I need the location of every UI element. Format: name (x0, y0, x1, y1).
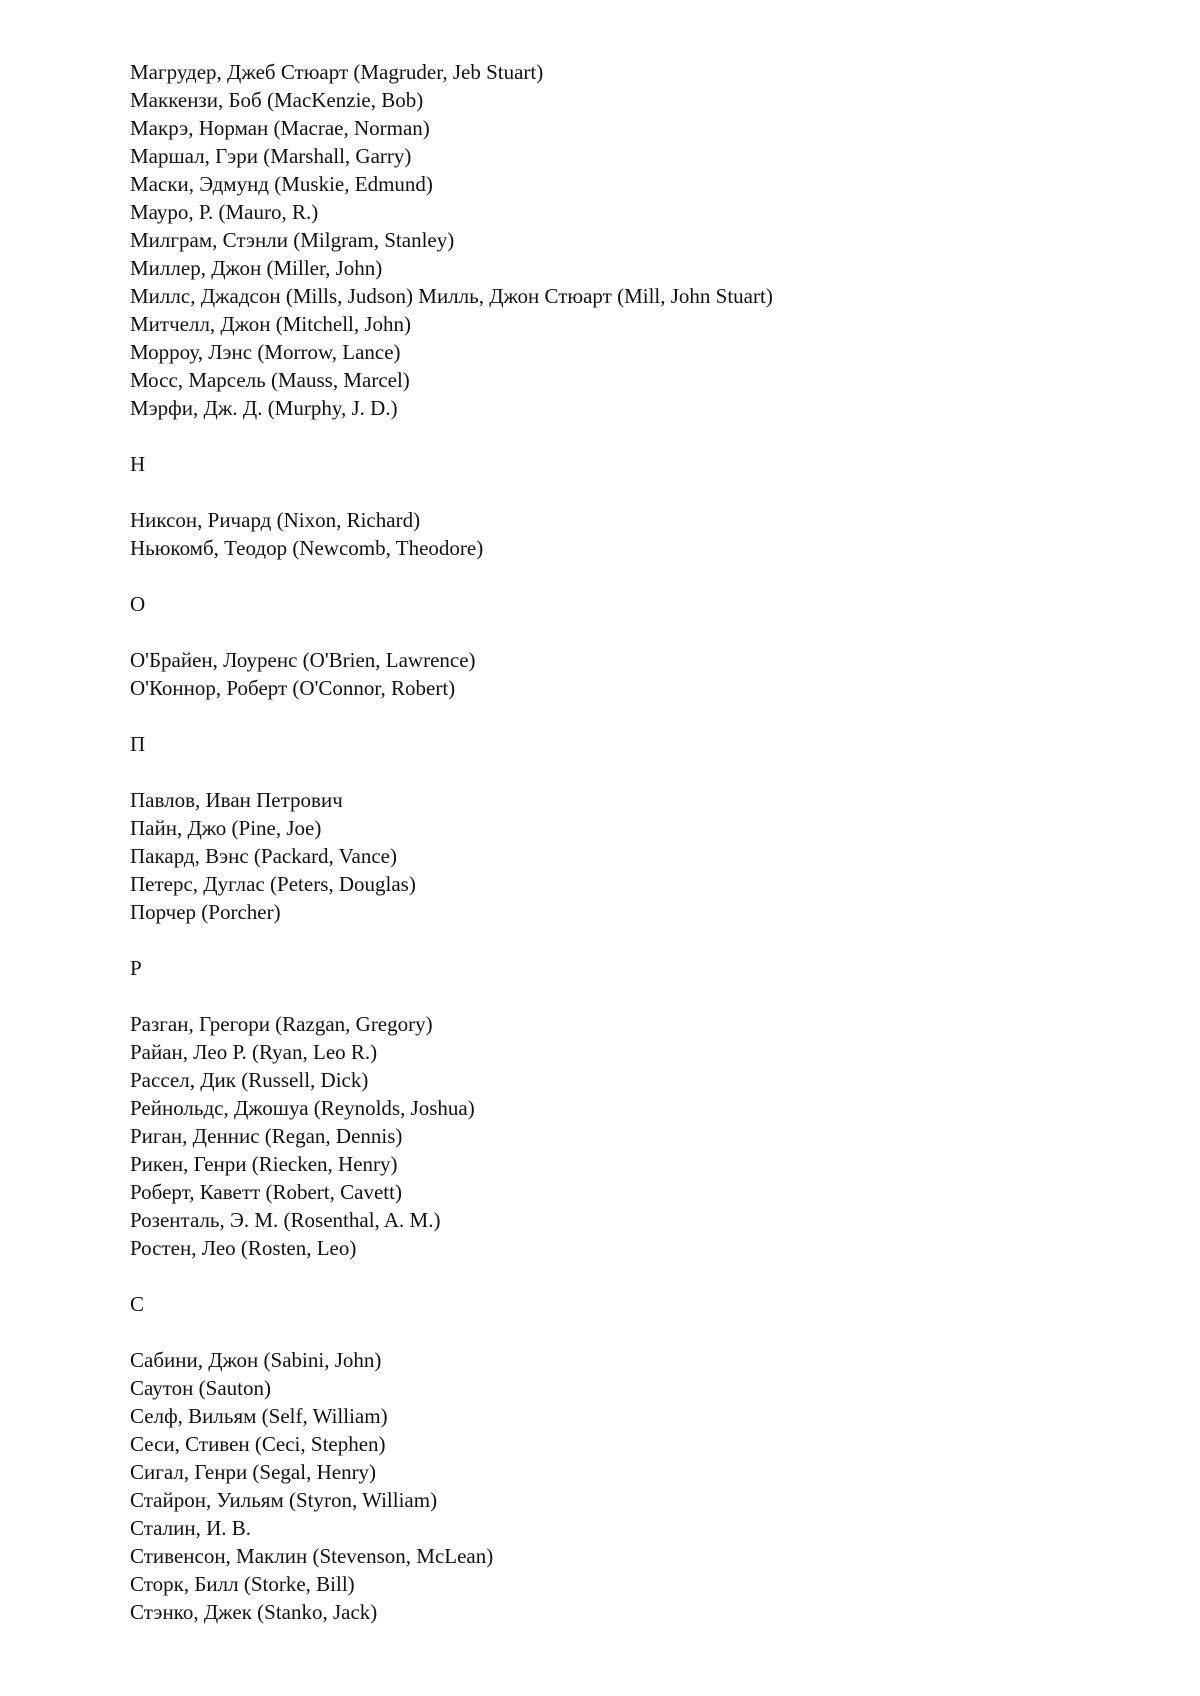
index-entry: Мосс, Марсель (Mauss, Marcel) (130, 368, 410, 392)
index-entry: Миллс, Джадсон (Mills, Judson) Милль, Джон Стюарт (Mill, John Stuart) (130, 284, 773, 308)
index-entry: Никсон, Ричард (Nixon, Richard) (130, 508, 421, 532)
index-group-r (130, 954, 1130, 1262)
index-entry: Маски, Эдмунд (Muskie, Edmund) (130, 172, 433, 196)
index-entry: Разган, Грегори (Razgan, Gregory) (130, 1012, 433, 1036)
index-entry: Петерс, Дуглас (Peters, Douglas) (130, 872, 416, 896)
index-entry: Риган, Деннис (Regan, Dennis) (130, 1124, 403, 1148)
index-group-n (130, 450, 1130, 562)
index-entry: Мауро, Р. (Mauro, R.) (130, 200, 319, 224)
index-entry: Павлов, Иван Петрович (130, 788, 343, 812)
index-entry: Рассел, Дик (Russell, Dick) (130, 1068, 369, 1092)
index-entry: Порчер (Porcher) (130, 900, 281, 924)
index-entry: Морроу, Лэнс (Morrow, Lance) (130, 340, 401, 364)
index-entry: Райан, Лео Р. (Ryan, Leo R.) (130, 1040, 378, 1064)
index-entry: Пайн, Джо (Pine, Joe) (130, 816, 322, 840)
index-entry: Миллер, Джон (Miller, John) (130, 256, 383, 280)
index-entry: Милграм, Стэнли (Milgram, Stanley) (130, 228, 455, 252)
index-entry: Сторк, Билл (Storke, Bill) (130, 1572, 355, 1596)
index-entry: Маршал, Гэри (Marshall, Garry) (130, 144, 412, 168)
index-entry: Стивенсон, Маклин (Stevenson, McLean) (130, 1544, 494, 1568)
name-index-page (130, 58, 1130, 1626)
section-letter: С (130, 1292, 145, 1316)
section-letter: Р (130, 956, 142, 980)
index-entry: Мэрфи, Дж. Д. (Murphy, J. D.) (130, 396, 398, 420)
index-group-p (130, 730, 1130, 926)
section-letter: Н (130, 452, 146, 476)
index-entry: О'Коннор, Роберт (O'Connor, Robert) (130, 676, 456, 700)
index-entry: Сигал, Генри (Segal, Henry) (130, 1460, 377, 1484)
index-entry: Стайрон, Уильям (Styron, William) (130, 1488, 438, 1512)
index-entry: Митчелл, Джон (Mitchell, John) (130, 312, 412, 336)
index-entry: Рейнольдс, Джошуа (Reynolds, Joshua) (130, 1096, 475, 1120)
index-group-s (130, 1290, 1130, 1626)
index-entry: Макрэ, Норман (Macrae, Norman) (130, 116, 430, 140)
index-entry: Розенталь, Э. М. (Rosenthal, A. M.) (130, 1208, 441, 1232)
index-entry: Рикен, Генри (Riecken, Henry) (130, 1152, 398, 1176)
index-entry: Роберт, Каветт (Robert, Cavett) (130, 1180, 402, 1204)
index-entry: Сеси, Стивен (Ceci, Stephen) (130, 1432, 386, 1456)
index-entry: О'Брайен, Лоуренс (O'Brien, Lawrence) (130, 648, 476, 672)
index-entry: Ньюкомб, Теодор (Newcomb, Theodore) (130, 536, 484, 560)
index-entry: Ростен, Лео (Rosten, Leo) (130, 1236, 357, 1260)
section-letter: П (130, 732, 146, 756)
index-entry: Стэнко, Джек (Stanko, Jack) (130, 1600, 378, 1624)
index-group-o (130, 590, 1130, 702)
index-entry: Сталин, И. В. (130, 1516, 252, 1540)
index-entry: Саутон (Sauton) (130, 1376, 271, 1400)
index-entry: Магрудер, Джеб Стюарт (Magruder, Jeb Stuart) (130, 60, 544, 84)
index-entry: Маккензи, Боб (MacKenzie, Bob) (130, 88, 424, 112)
index-entry: Пакард, Вэнс (Packard, Vance) (130, 844, 397, 868)
index-entry: Сабини, Джон (Sabini, John) (130, 1348, 382, 1372)
index-group-m (130, 58, 1130, 422)
section-letter: О (130, 592, 146, 616)
index-entry: Селф, Вильям (Self, William) (130, 1404, 388, 1428)
